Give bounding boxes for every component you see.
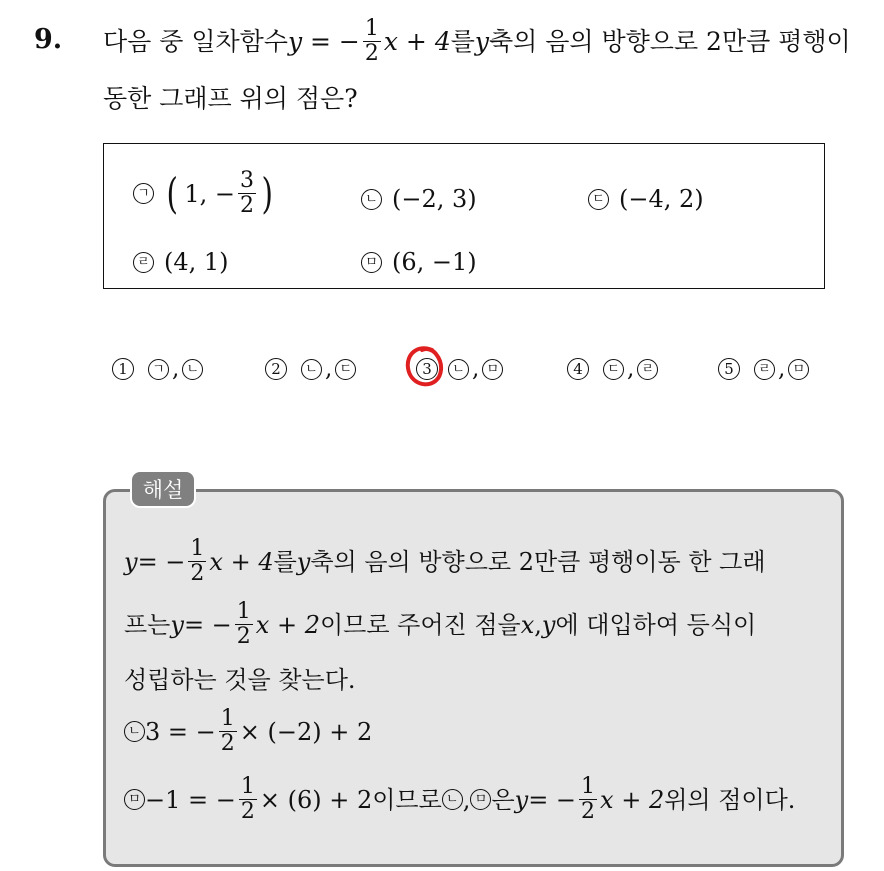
- question-text: 축의 음의 방향으로 2만큼 평행이: [489, 27, 851, 56]
- fraction-numerator: 1: [364, 16, 379, 41]
- circled-symbol: ㅁ: [482, 359, 503, 380]
- equation-rhs: × (6) + 2: [259, 785, 373, 814]
- option-digeut: [588, 185, 704, 213]
- variable-y: y: [474, 27, 490, 56]
- solution-text: 에 대입하여 등식이: [555, 610, 757, 639]
- equation-lhs: = −: [183, 610, 232, 639]
- solution-text: 이므로: [372, 785, 442, 814]
- separator: ,: [472, 356, 480, 382]
- equation-lhs: −1 = −: [145, 785, 236, 814]
- solution-line-4: [124, 708, 372, 755]
- circled-symbol: ㅁ: [361, 252, 382, 273]
- circled-symbol: ㅁ: [124, 789, 145, 810]
- option-text: 1, −: [184, 179, 236, 208]
- fraction: [238, 170, 256, 217]
- fraction-denominator: 2: [190, 561, 205, 586]
- choice-4[interactable]: [567, 356, 658, 382]
- option-giyeok: [133, 170, 275, 217]
- option-text: (4, 1): [164, 248, 229, 276]
- question-text: 다음 중 일차함수: [103, 27, 288, 56]
- choice-number: 2: [265, 358, 287, 380]
- fraction-numerator: 3: [240, 168, 255, 193]
- circled-symbol: ㄴ: [182, 359, 203, 380]
- solution-text: 를: [273, 547, 297, 576]
- equation-lhs: = −: [528, 785, 577, 814]
- circled-symbol: ㄹ: [754, 359, 775, 380]
- circled-symbol: ㄴ: [301, 359, 322, 380]
- question-text: 를: [450, 27, 475, 56]
- equation-rhs: x + 4: [209, 547, 274, 576]
- fraction-numerator: 1: [190, 536, 205, 561]
- circled-symbol: ㄹ: [133, 252, 154, 273]
- fraction-numerator: 1: [220, 706, 235, 731]
- circled-symbol: ㄱ: [148, 359, 169, 380]
- equation-rhs: x + 4: [383, 27, 451, 56]
- circled-symbol: ㄷ: [603, 359, 624, 380]
- circled-symbol: ㅁ: [470, 789, 491, 810]
- circled-symbol: ㄷ: [335, 359, 356, 380]
- separator: ,: [172, 356, 180, 382]
- choice-number: 4: [567, 358, 589, 380]
- circled-symbol: ㄴ: [442, 789, 463, 810]
- circled-symbol: ㄴ: [448, 359, 469, 380]
- solution-text: 축의 음의 방향으로 2만큼 평행이동 한 그래: [310, 547, 766, 576]
- equation-rhs: x + 2: [255, 610, 320, 639]
- separator: ,: [462, 785, 471, 814]
- paren-close: ): [261, 168, 273, 218]
- fraction-numerator: 1: [236, 599, 251, 624]
- equation-lhs: = −: [137, 547, 186, 576]
- variable-y: y: [296, 547, 311, 576]
- equation-rhs: × (−2) + 2: [239, 717, 373, 746]
- separator: ,: [627, 356, 635, 382]
- fraction-denominator: 2: [240, 799, 255, 824]
- choice-2[interactable]: [265, 356, 356, 382]
- variable-y: y: [124, 547, 138, 576]
- paren-open: (: [166, 168, 178, 218]
- solution-tag: 해설: [130, 470, 196, 508]
- circled-symbol: ㄴ: [124, 721, 145, 742]
- option-nieun: [361, 185, 477, 213]
- equation-lhs: 3 = −: [145, 717, 216, 746]
- fraction-numerator: 1: [581, 774, 596, 799]
- choice-number: 5: [718, 358, 740, 380]
- choice-number: 3: [416, 358, 438, 380]
- solution-line-5: [124, 776, 795, 823]
- solution-text: 프는: [124, 610, 171, 639]
- circled-symbol: ㄷ: [588, 189, 609, 210]
- circled-symbol: ㅁ: [788, 359, 809, 380]
- fraction-denominator: 2: [240, 193, 255, 218]
- option-rieul: [133, 248, 229, 276]
- fraction-denominator: 2: [364, 41, 379, 66]
- solution-text: 위의 점이다.: [664, 785, 796, 814]
- solution-text: 은: [491, 785, 515, 814]
- option-text: (−2, 3): [392, 185, 477, 213]
- fraction-numerator: 1: [240, 774, 255, 799]
- separator: ,: [778, 356, 786, 382]
- fraction: [579, 776, 597, 823]
- option-text: (−4, 2): [619, 185, 704, 213]
- variable-y: y: [541, 610, 556, 639]
- circled-symbol: ㄱ: [133, 183, 154, 204]
- fraction-denominator: 2: [236, 624, 251, 649]
- solution-text: 이므로 주어진 점을: [319, 610, 521, 639]
- variable-y: y: [514, 785, 529, 814]
- variable-y: y: [170, 610, 184, 639]
- choice-1[interactable]: [112, 356, 203, 382]
- fraction-denominator: 2: [581, 799, 596, 824]
- choice-5[interactable]: [718, 356, 809, 382]
- variable-x: x: [520, 610, 535, 639]
- circled-symbol: ㄹ: [637, 359, 658, 380]
- fraction: [363, 18, 381, 65]
- fraction-denominator: 2: [220, 731, 235, 756]
- equation-rhs: x + 2: [600, 785, 665, 814]
- equation-lhs: y = −: [287, 27, 360, 56]
- separator: ,: [534, 610, 542, 639]
- question-line-1: [103, 18, 851, 65]
- solution-line-1: [124, 538, 766, 585]
- question-line-2: 동한 그래프 위의 점은?: [103, 84, 358, 113]
- fraction: [219, 708, 237, 755]
- solution-line-3: 성립하는 것을 찾는다.: [124, 666, 356, 694]
- fraction: [239, 776, 257, 823]
- circled-symbol: ㄴ: [361, 189, 382, 210]
- choice-number: 1: [112, 358, 134, 380]
- solution-line-2: [124, 601, 756, 648]
- fraction: [235, 601, 253, 648]
- question-number: 9.: [34, 24, 63, 55]
- separator: ,: [325, 356, 333, 382]
- option-mieum: [361, 248, 477, 276]
- option-text: (6, −1): [392, 248, 477, 276]
- answer-mark-circle: [402, 342, 448, 390]
- fraction: [188, 538, 206, 585]
